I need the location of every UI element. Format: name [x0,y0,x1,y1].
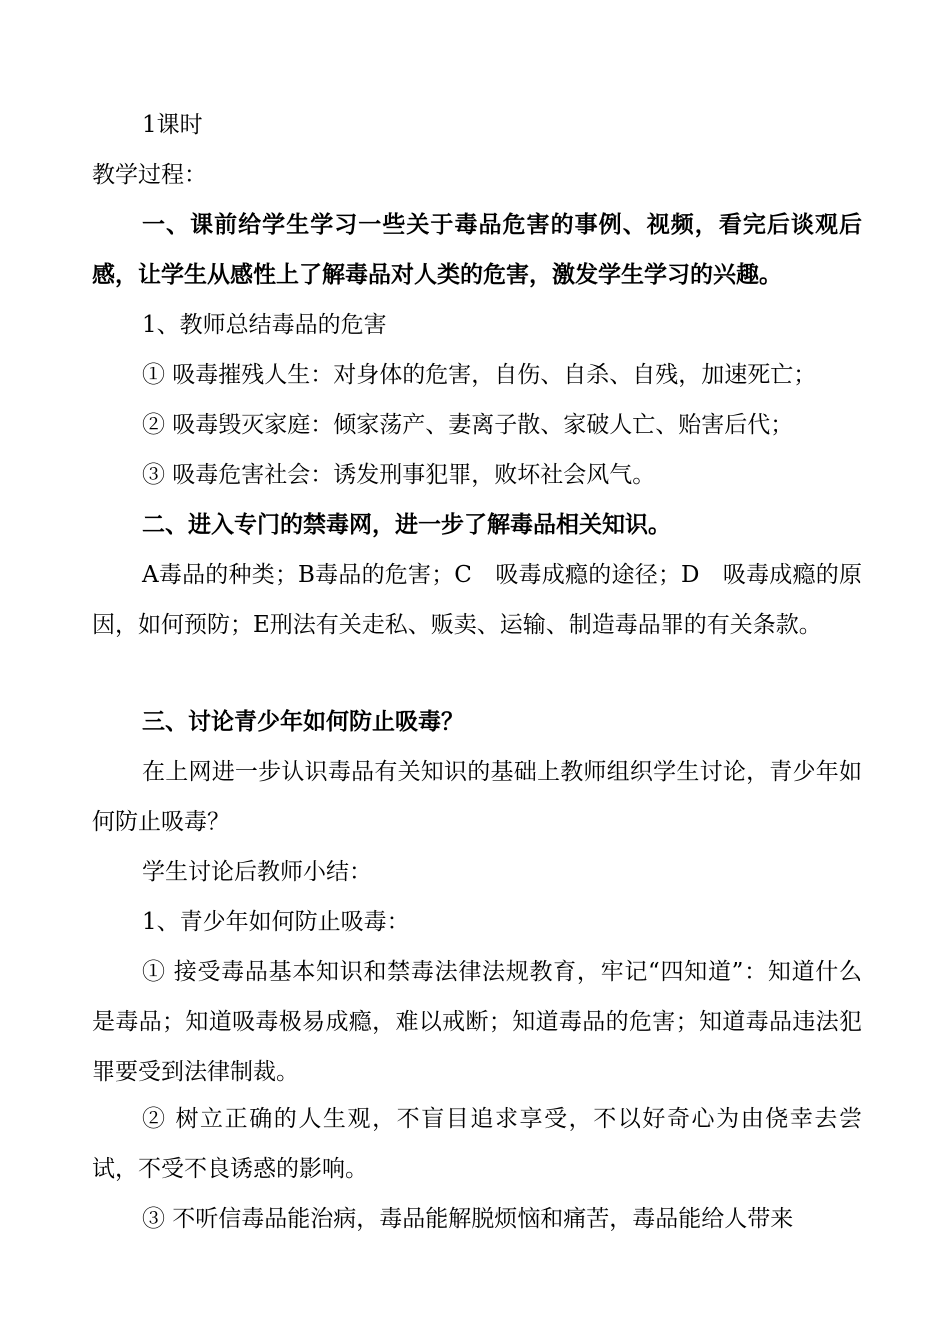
prevention-item-2: ② 树立正确的人生观，不盲目追求享受，不以好奇心为由侥幸去尝试，不受不良诱惑的影响。 [92,1106,862,1182]
step-three-heading: 三、讨论青少年如何防止吸毒？ [142,708,464,735]
section-heading-teaching-process: 教学过程： [92,162,207,188]
harm-item-1: ① 吸毒摧残人生：对身体的危害，自伤、自杀、自残，加速死亡； [142,362,817,388]
prevention-heading: 1、青少年如何防止吸毒： [142,909,410,935]
prevention-item-1: ① 接受毒品基本知识和禁毒法律法规教育，牢记“四知道”：知道什么是毒品；知道吸毒极易成瘾，难以戒断；知道毒品的危害；知道毒品违法犯罪要受到法律制裁。 [92,959,862,1085]
step-one-heading: 一、课前给学生学习一些关于毒品危害的事例、视频，看完后谈观后感，让学生从感性上了解毒品对人类的危害，激发学生学习的兴趣。 [92,211,862,288]
discussion-intro: 在上网进一步认识毒品有关知识的基础上教师组织学生讨论，青少年如何防止吸毒？ [92,759,862,835]
step-two-heading: 二、进入专门的禁毒网，进一步了解毒品相关知识。 [142,511,671,538]
teacher-conclusion-label: 学生讨论后教师小结： [142,859,372,885]
prevention-item-3: ③ 不听信毒品能治病，毒品能解脱烦恼和痛苦，毒品能给人带来 [142,1206,794,1232]
harm-item-3: ③ 吸毒危害社会：诱发刑事犯罪，败坏社会风气。 [142,462,656,488]
knowledge-topics: A毒品的种类；B毒品的危害；C 吸毒成瘾的途径；D 吸毒成瘾的原因，如何预防；E刑法有关走私、贩卖、运输、制造毒品罪的有关条款。 [92,562,862,638]
teacher-summary-heading: 1、教师总结毒品的危害 [142,312,387,338]
lesson-duration: 1课时 [142,112,203,138]
harm-item-2: ② 吸毒毁灭家庭：倾家荡产、妻离子散、家破人亡、贻害后代； [142,412,794,438]
